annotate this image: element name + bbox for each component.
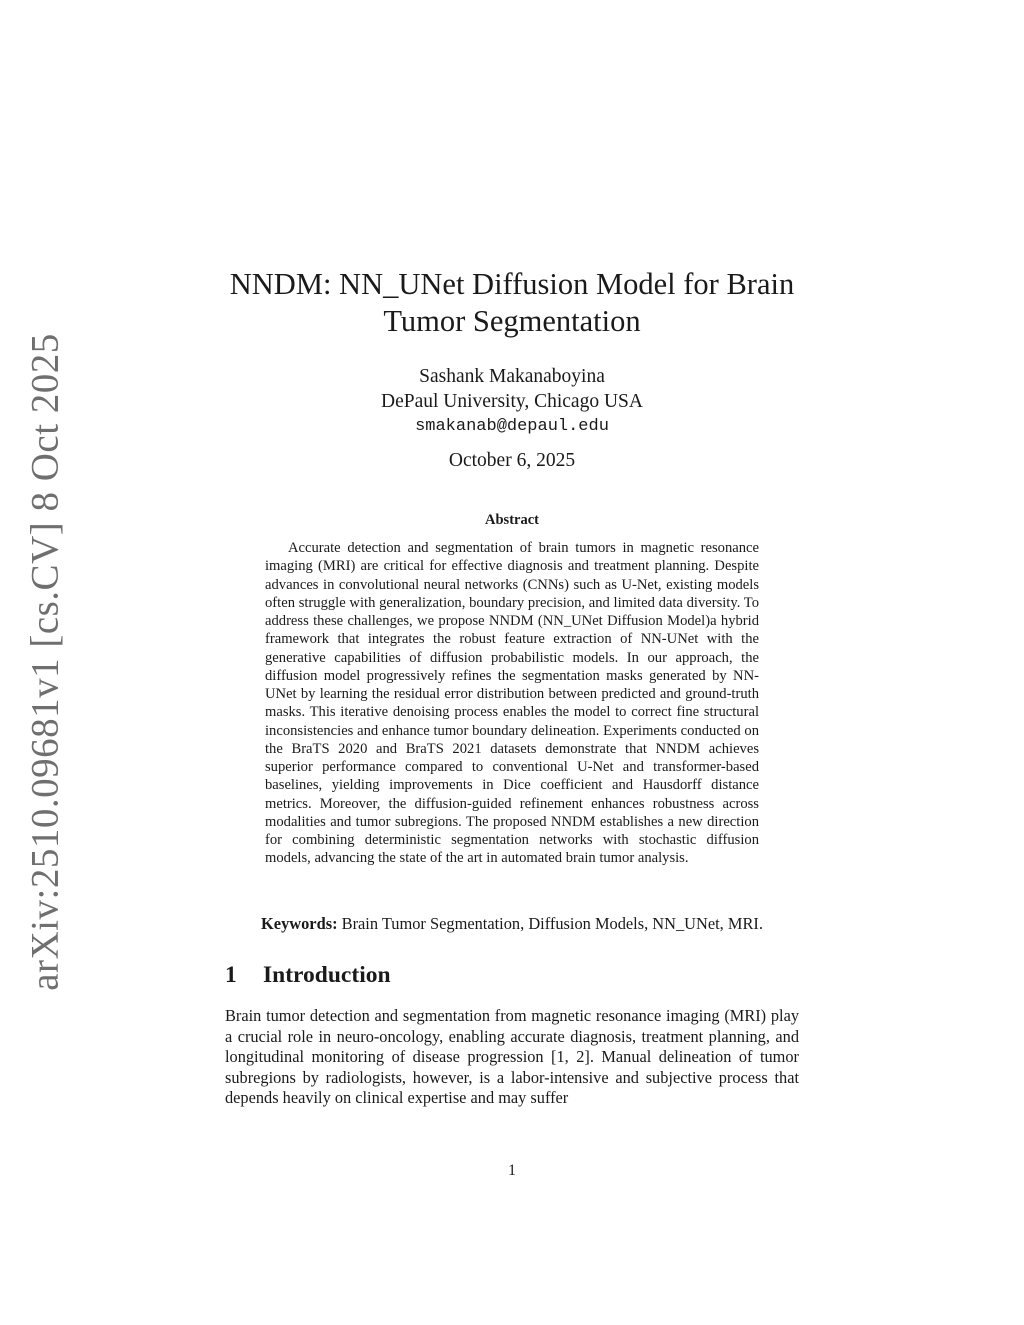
publication-date: October 6, 2025 <box>448 450 576 471</box>
author-name: Sashank Makanaboyina <box>419 366 605 387</box>
arxiv-identifier: arXiv:2510.09681v1 [cs.CV] 8 Oct 2025 <box>23 333 67 991</box>
author-block <box>200 364 824 439</box>
paper-title <box>200 266 824 340</box>
abstract-heading: Abstract <box>485 512 539 528</box>
section-number: 1 <box>225 962 237 988</box>
author-email: smakanab@depaul.edu <box>415 417 609 436</box>
keywords-line <box>200 914 824 934</box>
author-affiliation: DePaul University, Chicago USA <box>381 391 643 412</box>
page-number: 1 <box>508 1162 516 1179</box>
keywords-label: Keywords: <box>261 914 338 933</box>
introduction-text: Brain tumor detection and segmentation from magnetic resonance imaging (MRI) play a crucial role in neuro-oncology, enabling accurate diagnosis, treatment planning, and longitudinal monitoring of disease progression [1, 2]. Manual delineation of tumor subregions by radiologists, however, is a labor-intensive and subjective process that depends heavily on clinical expertise and may suffer <box>225 1006 799 1108</box>
paper-title-line-1: NNDM: NN_UNet Diffusion Model for Brain <box>229 267 795 301</box>
section-title: Introduction <box>263 962 391 988</box>
paper-title-line-2: Tumor Segmentation <box>383 304 641 338</box>
abstract-text: Accurate detection and segmentation of brain tumors in magnetic resonance imaging (MRI) are critical for effective diagnosis and treatment planning. Despite advances in convolutional neural networks (CNNs) such as U-Net, existing models often struggle with generalization, boundary precision, and limited data diversity. To address these challenges, we propose NNDM (NN_UNet Diffusion Model)a hybrid framework that integrates the robust feature extraction of NN-UNet with the generative capabilities of diffusion probabilistic models. In our approach, the diffusion model progressively refines the segmentation masks generated by NN-UNet by learning the residual error distribution between predicted and ground-truth masks. This iterative denoising process enables the model to correct fine structural inconsistencies and enhance tumor boundary delineation. Experiments conducted on the BraTS 2020 and BraTS 2021 datasets demonstrate that NNDM achieves superior performance compared to conventional U-Net and transformer-based baselines, yielding improvements in Dice coefficient and Hausdorff distance metrics. Moreover, the diffusion-guided refinement enhances robustness across modalities and tumor subregions. The proposed NNDM establishes a new direction for combining deterministic segmentation networks with stochastic diffusion models, advancing the state of the art in automated brain tumor analysis. <box>265 540 759 867</box>
keywords-text: Brain Tumor Segmentation, Diffusion Models, NN_UNet, MRI. <box>341 914 763 933</box>
section-heading-introduction <box>225 962 391 989</box>
